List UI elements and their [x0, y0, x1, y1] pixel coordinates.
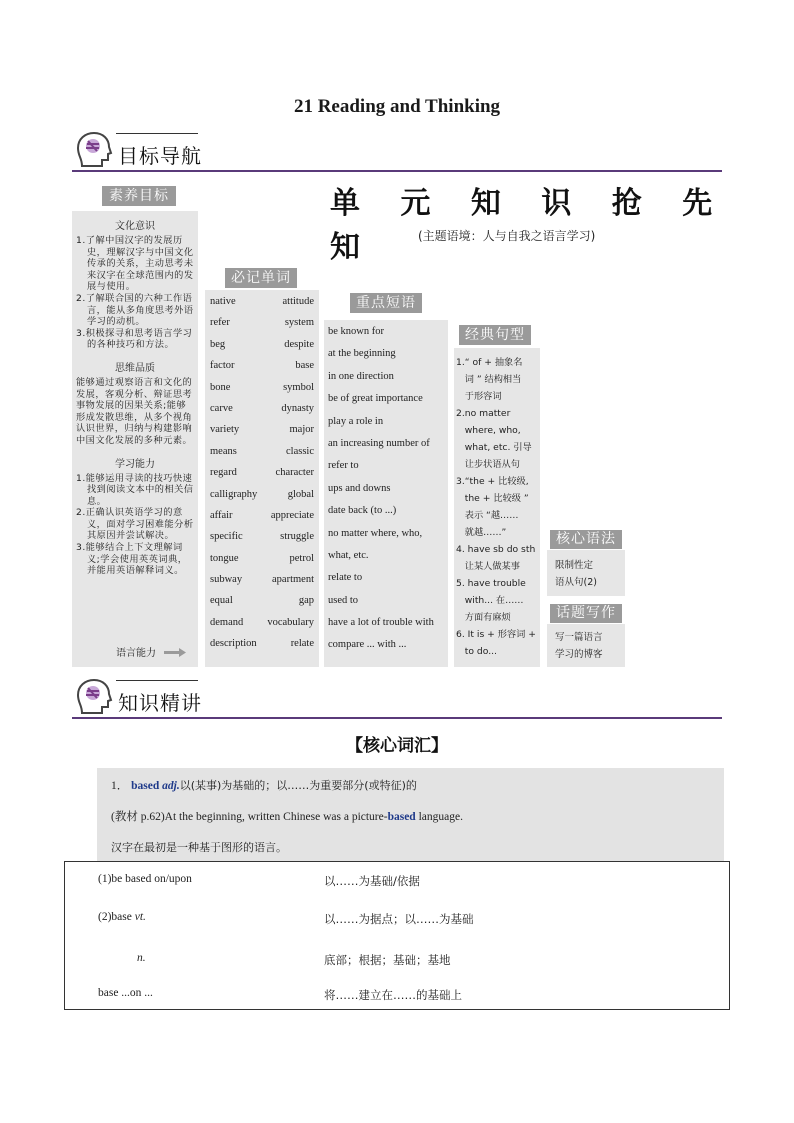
theme-context: (主题语境：人与自我之语言学习) [418, 229, 596, 243]
vocab-word: refer [210, 317, 230, 329]
grammar-panel [547, 550, 625, 596]
word-row [210, 553, 314, 574]
arrow-right-icon [164, 648, 186, 657]
phrase-item: no matter where, who, [328, 527, 423, 539]
label-writing: 话题写作 [550, 604, 622, 623]
vocab-word: specific [210, 531, 243, 543]
sentence-pattern-line: 2.no matter [456, 408, 511, 419]
vocab-word: petrol [289, 552, 314, 564]
usage-pos: n. [137, 952, 146, 964]
sentence-pattern-line: what, etc. 引导 [456, 442, 532, 453]
sentences-panel [454, 348, 540, 667]
vocab-word: struggle [280, 531, 314, 543]
entry-meaning: 以(某事)为基础的；以……为重要部分(或特征)的 [179, 779, 417, 792]
usage-meaning: 以……为据点；以……为基础 [324, 912, 474, 926]
grammar-line: 限制性定 [555, 560, 594, 571]
vocab-word: dynasty [281, 402, 314, 414]
vocab-word: factor [210, 360, 235, 372]
label-sentences: 经典句型 [459, 325, 531, 345]
vocab-word: calligraphy [210, 488, 258, 500]
sentence-pattern-line: 表示 “越…… [456, 510, 519, 521]
usage-phrase: base ...on ... [98, 987, 153, 999]
sentence-pattern-line: where, who, [456, 425, 521, 436]
vocab-word: means [210, 445, 237, 457]
phrase-item: refer to [328, 460, 359, 472]
header-bottom-rule [72, 170, 722, 172]
culture-list [76, 235, 194, 351]
word-row [210, 467, 314, 488]
phrase-item: used to [328, 594, 359, 606]
phrase-item: at the beginning [328, 348, 396, 360]
unit-knowledge-title: 单 元 知 识 抢 先 知 [330, 186, 728, 265]
culture-title: 文化意识 [115, 221, 155, 232]
label-phrases: 重点短语 [350, 293, 422, 313]
label-grammar: 核心语法 [550, 530, 622, 549]
section-title-knowledge: 知识精讲 [118, 691, 202, 715]
vocab-word: description [210, 638, 257, 650]
sentence-pattern-line: 6. It is + 形容词 + [456, 629, 536, 640]
document-title: 21 Reading and Thinking [293, 96, 501, 117]
entry-word: based [131, 780, 160, 792]
label-words: 必记单词 [225, 268, 297, 288]
vocab-word: gap [298, 595, 314, 607]
list-item: 3.积极探寻和思考语言学习的各种技巧和方法。 [76, 327, 193, 351]
vocab-word: appreciate [270, 509, 314, 521]
vocab-word: subway [210, 574, 243, 586]
goals-panel [72, 211, 198, 667]
section-header-goals [72, 130, 722, 174]
header-top-rule [116, 133, 198, 134]
vocab-word: vocabulary [267, 616, 314, 628]
sentence-pattern-line: to do... [456, 646, 497, 657]
list-item: 1.了解中国汉字的发展历史，理解汉字与中国文化传承的关系，主动思考未来汉字在全球范围内的发展与使用。 [76, 235, 194, 293]
section-header-knowledge [72, 677, 722, 721]
vocab-word: affair [210, 509, 233, 521]
entry-number: 1． [111, 780, 129, 792]
word-row [210, 296, 314, 317]
vocab-word: tongue [210, 552, 239, 564]
word-row [210, 510, 314, 531]
example-prefix: (教材 p.62)At the beginning, written Chinese was a picture- [111, 811, 388, 823]
vocab-word: major [289, 424, 314, 436]
word-row [210, 574, 314, 595]
vocab-word: attitude [282, 296, 314, 307]
entry-translation-row [97, 830, 724, 861]
word-row [210, 403, 314, 424]
sentence-pattern-line: 4. have sb do sth [456, 544, 536, 555]
list-item: 3.能够结合上下文理解词义;学会使用英英词典，并能用英语解释词义。 [76, 542, 188, 577]
sentence-pattern-line: 3.“the + 比较级, [456, 476, 529, 487]
vocab-word: base [295, 360, 314, 372]
vocab-word: native [210, 296, 236, 307]
sentence-pattern-line: 1.“ of + 抽象名 [456, 357, 523, 368]
header-top-rule [116, 680, 198, 681]
vocab-word: regard [210, 467, 237, 479]
vocab-word: apartment [272, 574, 314, 586]
entry-definition-row [97, 768, 724, 799]
word-row [210, 339, 314, 360]
word-row [210, 531, 314, 552]
sentence-pattern-line: 于形容词 [456, 391, 502, 402]
entry-example-row [97, 799, 724, 830]
usage-meaning: 将……建立在……的基础上 [324, 988, 462, 1002]
list-item: 1.能够运用寻读的技巧快速找到阅读文本中的相关信息。 [76, 472, 194, 507]
usage-meaning: 底部；根据；基础；基地 [324, 953, 451, 967]
grammar-line: 语从句(2) [555, 577, 597, 588]
learning-title: 学习能力 [115, 458, 155, 470]
word-row [210, 595, 314, 616]
language-ability: 语言能力 [116, 648, 156, 659]
list-item: 2.正确认识英语学习的意义，面对学习困难能分析其原因并尝试解决。 [76, 507, 194, 542]
usage-meaning: 以……为基础/依据 [324, 874, 420, 888]
vocab-word: character [275, 467, 314, 479]
phrase-item: in one direction [328, 370, 394, 382]
vocab-word: despite [284, 338, 314, 350]
words-panel [205, 290, 319, 667]
phrase-item: ups and downs [328, 482, 391, 494]
head-brain-icon [74, 677, 114, 717]
vocab-word: equal [210, 595, 233, 607]
writing-line: 学习的博客 [555, 649, 603, 660]
example-highlight: based [387, 811, 416, 823]
list-item: 2.了解联合国的六种工作语言，能从多角度思考外语学习的动机。 [76, 292, 194, 328]
head-brain-icon [74, 130, 114, 170]
usage-phrase: (2)base vt. [98, 911, 146, 923]
sentence-pattern-line: with... 在…… [456, 595, 524, 606]
writing-panel [547, 624, 625, 667]
word-row [210, 489, 314, 510]
example-suffix: language. [415, 811, 463, 823]
word-row [210, 424, 314, 445]
sentence-pattern-line: 方面有麻烦 [456, 612, 511, 623]
vocab-word: symbol [283, 381, 314, 393]
word-row [210, 446, 314, 467]
phrase-item: an increasing number of [328, 437, 430, 449]
header-bottom-rule [72, 717, 722, 719]
vocab-word: relate [290, 638, 314, 650]
sentence-pattern-line: the + 比较级 ” [456, 493, 529, 504]
vocab-word: system [284, 317, 314, 329]
sentence-pattern-line: 让某人做某事 [456, 561, 520, 572]
phrase-item: compare ... with ... [328, 639, 407, 651]
phrase-item: play a role in [328, 415, 384, 427]
vocab-word: global [287, 488, 314, 500]
vocab-word: beg [210, 338, 226, 350]
vocab-word: bone [210, 381, 231, 393]
sentence-pattern-line: 5. have trouble [456, 578, 526, 589]
phrase-item: what, etc. [328, 549, 369, 561]
phrase-item: have a lot of trouble with [328, 617, 434, 629]
phrase-item: be known for [328, 326, 384, 337]
word-row [210, 638, 314, 659]
writing-line: 写一篇语言 [555, 632, 603, 643]
usage-phrase: (1)be based on/upon [98, 873, 192, 885]
thinking-text: 能够通过观察语言和文化的发展，客观分析、辩证思考事物发展的因果关系;能够形成发散思维，从多个视角认识世界，归纳与构建影响中国文化发展的多种元素。 [76, 376, 193, 446]
sentence-pattern-line: 就越……” [456, 527, 507, 538]
vocab-word: classic [286, 445, 314, 457]
thinking-title: 思维品质 [115, 362, 155, 374]
word-row [210, 317, 314, 338]
phrase-item: relate to [328, 572, 363, 584]
sentence-pattern-line: 让步状语从句 [456, 459, 520, 470]
phrase-item: be of great importance [328, 393, 423, 405]
label-goals: 素养目标 [102, 186, 176, 206]
core-vocab-title: 【核心词汇】 [346, 736, 448, 756]
vocab-word: demand [210, 616, 244, 628]
word-row [210, 382, 314, 403]
entry-pos: adj. [162, 780, 180, 792]
phrases-panel [324, 320, 448, 667]
vocab-word: carve [210, 402, 233, 414]
word-row [210, 617, 314, 638]
usage-table [64, 861, 730, 1010]
word-row [210, 360, 314, 381]
sentence-pattern-line: 词 ” 结构相当 [456, 374, 522, 385]
learning-list [76, 473, 194, 577]
phrase-item: date back (to ...) [328, 505, 397, 517]
section-title-goals: 目标导航 [118, 144, 202, 168]
vocab-word: variety [210, 424, 240, 436]
example-translation: 汉字在最初是一种基于图形的语言。 [111, 841, 287, 854]
